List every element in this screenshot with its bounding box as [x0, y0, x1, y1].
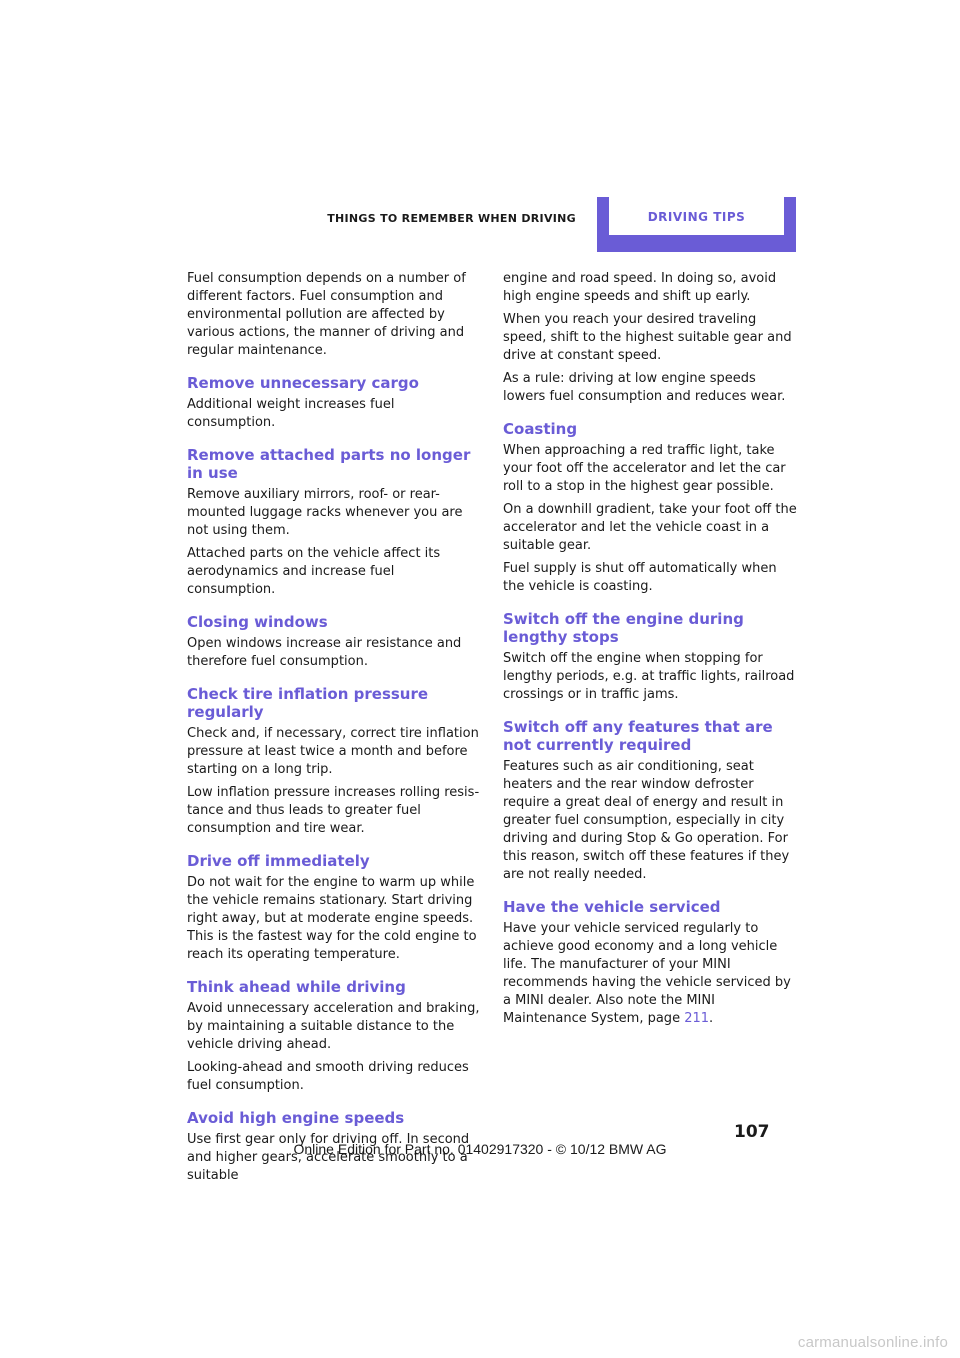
section-paragraph: When approaching a red traffic light, take your foot off the accelerator and let the car roll to a stop in the highest gear possible. [503, 443, 786, 494]
running-header-section: THINGS TO REMEMBER WHEN DRIVING [327, 212, 576, 225]
section-heading: Think ahead while driving [187, 978, 406, 996]
page-number: 107 [734, 1122, 770, 1142]
right-column [503, 270, 799, 1033]
section-paragraph: Fuel supply is shut off automatically when the vehicle is coasting. [503, 561, 777, 594]
footer-edition-note: Online Edition for Part no. 01402917320 - © 10/12 BMW AG [293, 1141, 667, 1157]
section-paragraph: Looking-ahead and smooth driving reduces fuel consumption. [187, 1060, 469, 1093]
left-column [187, 270, 483, 1190]
section-paragraph: Remove auxiliary mirrors, roof- or rear-mounted luggage racks whenever you are not using them. [187, 487, 463, 538]
intro-paragraph: Fuel consumption depends on a number of different factors. Fuel consumption and environmental pollution are affected by various actions, the manner of driving and regular maintenance. [187, 271, 466, 358]
section-paragraph-with-link [503, 920, 799, 1028]
continuation-paragraph: As a rule: driving at low engine speeds lowers fuel consumption and reduces wear. [503, 371, 786, 404]
site-watermark: carmanualsonline.info [797, 1334, 948, 1351]
section-paragraph: Open windows increase air resistance and therefore fuel consumption. [187, 636, 462, 669]
section-paragraph: Attached parts on the vehicle affect its aerodynamics and increase fuel consumption. [187, 546, 441, 597]
section-paragraph: Avoid unnecessary acceleration and braking, by maintaining a suitable distance to the vehicle driving ahead. [187, 1001, 480, 1052]
section-heading: Switch off the engine during lengthy stops [503, 610, 744, 646]
section-paragraph: Additional weight increases fuel consumption. [187, 397, 395, 430]
trailing-punctuation: . [709, 1011, 714, 1026]
page-reference-link[interactable]: 211 [684, 1011, 710, 1026]
continuation-paragraph: engine and road speed. In doing so, avoid high engine speeds and shift up early. [503, 271, 777, 304]
section-paragraph: Check and, if necessary, correct tire inflation pressure at least twice a month and before starting on a long trip. [187, 726, 479, 777]
section-heading: Remove unnecessary cargo [187, 374, 419, 392]
section-heading: Remove attached parts no longer in use [187, 446, 471, 482]
chapter-tab [597, 197, 796, 252]
chapter-tab-label: DRIVING TIPS [647, 210, 746, 224]
section-paragraph: Do not wait for the engine to warm up while the vehicle remains stationary. Start driving right away, but at moderate engine speeds. This is the fastest way for the cold engine to reach its operating temperature. [187, 875, 477, 962]
continuation-paragraph: When you reach your desired traveling speed, shift to the highest suitable gear and drive at constant speed. [503, 312, 792, 363]
section-paragraph: Low inflation pressure increases rolling resistance and thus leads to greater fuel consumption and tire wear. [187, 785, 480, 836]
section-paragraph: Features such as air conditioning, seat heaters and the rear window defroster require a great deal of energy and result in greater fuel consumption, especially in city driving and during Stop & Go operation. For this reason, switch off these features if they are not really needed. [503, 759, 790, 882]
section-paragraph: On a downhill gradient, take your foot off the accelerator and let the vehicle coast in a suitable gear. [503, 502, 797, 553]
section-paragraph: Use first gear only for driving off. In second and higher gears, accelerate smoothly to a suitable [187, 1132, 470, 1183]
section-heading: Coasting [503, 420, 578, 438]
section-paragraph: Switch off the engine when stopping for lengthy periods, e.g. at traffic lights, railroad crossings or in traffic jams. [503, 651, 795, 702]
section-heading: Have the vehicle serviced [503, 898, 721, 916]
section-heading: Check tire inflation pressure regularly [187, 685, 429, 721]
section-heading: Drive off immediately [187, 852, 370, 870]
section-heading: Switch off any features that are not currently required [503, 718, 773, 754]
section-heading: Avoid high engine speeds [187, 1109, 405, 1127]
chapter-tab-label-box [609, 197, 784, 235]
section-paragraph-text: Have your vehicle serviced regularly to achieve good economy and a long vehicle life. The manufacturer of your MINI recommends having the vehicle serviced by a MINI dealer. Also note the MINI Maintenance System, page [503, 921, 791, 1026]
section-heading: Closing windows [187, 613, 328, 631]
